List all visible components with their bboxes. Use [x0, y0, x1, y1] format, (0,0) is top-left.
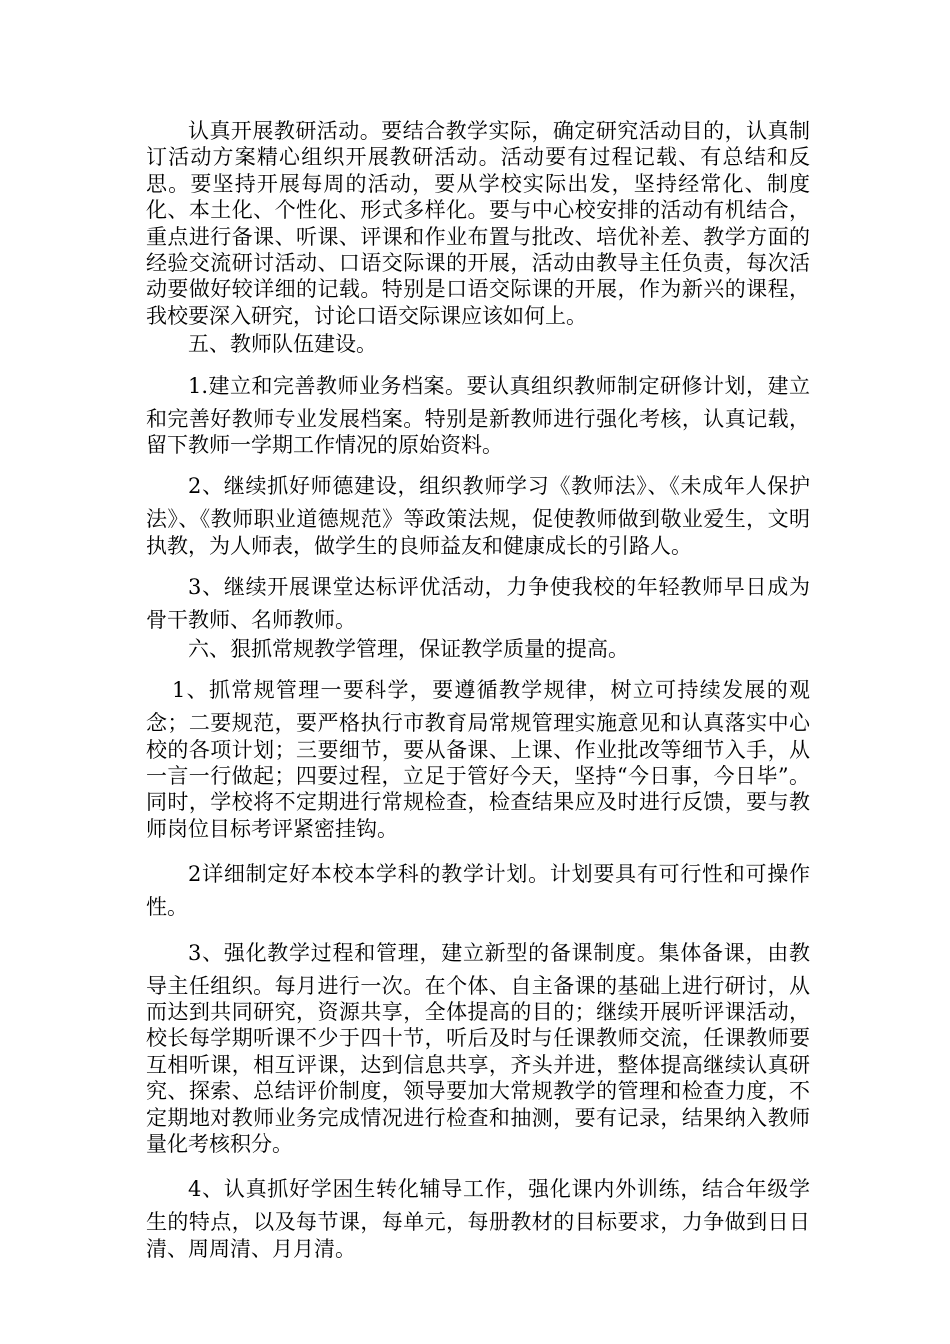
document-page — [146, 118, 810, 1262]
paragraph-teaching-process: 3、强化教学过程和管理，建立新型的备课制度。集体备课，由教导主任组织。每月进行一次。在个体、自主备课的基础上进行研讨，从而达到共同研究，资源共享，全体提高的目的；继续开展听评课活动，校长每学期听课不少于四十节，听后及时与任课教师交流，任课教师要互相听课，相互评课，达到信息共享，齐头并进，整体提高继续认真研究、探索、总结评价制度，领导要加大常规教学的管理和检查力度，不定期地对教师业务完成情况进行检查和抽测，要有记录，结果纳入教师量化考核积分。 — [146, 940, 810, 1156]
paragraph-teacher-archive: 1.建立和完善教师业务档案。要认真组织教师制定研修计划，建立和完善好教师专业发展档案。特别是新教师进行强化考核，认真记载，留下教师一学期工作情况的原始资料。 — [146, 373, 810, 458]
section-heading-teacher-team: 五、教师队伍建设。 — [188, 332, 377, 357]
paragraph-teaching-research: 认真开展教研活动。要结合教学实际，确定研究活动目的，认真制订活动方案精心组织开展教研活动。活动要有过程记载、有总结和反思。要坚持开展每周的活动，要从学校实际出发，坚持经常化、制度化、本土化、个性化、形式多样化。要与中心校安排的活动有机结合，重点进行备课、听课、评课和作业布置与批改、培优补差、教学方面的经验交流研讨活动、口语交际课的开展，活动由教导主任负责，每次活动要做好较详细的记载。特别是口语交际课的开展，作为新兴的课程，我校要深入研究，讨论口语交际课应该如何上。 — [146, 119, 810, 328]
paragraph-classroom-evaluation: 3、继续开展课堂达标评优活动，力争使我校的年轻教师早日成为骨干教师、名师教师。 — [146, 575, 810, 633]
paragraph-teaching-plan: 2详细制定好本校本学科的教学计划。计划要具有可行性和可操作性。 — [146, 862, 810, 920]
section-heading-routine-management: 六、狠抓常规教学管理，保证教学质量的提高。 — [188, 636, 629, 661]
paragraph-teacher-ethics: 2、继续抓好师德建设，组织教师学习《教师法》、《未成年人保护法》、《教师职业道德规范》等政策法规，促使教师做到敬业爱生，文明执教，为人师表，做学生的良师益友和健康成长的引路人。 — [146, 474, 810, 558]
paragraph-routine-management: 1、抓常规管理一要科学，要遵循教学规律，树立可持续发展的观念；二要规范，要严格执行市教育局常规管理实施意见和认真落实中心校的各项计划；三要细节，要从备课、上课、作业批改等细节入手，从一言一行做起；四要过程，立足于管好今天，坚持“今日事，今日毕”。同时，学校将不定期进行常规检查，检查结果应及时进行反馈，要与教师岗位目标考评紧密挂钩。 — [146, 678, 810, 841]
paragraph-struggling-students: 4、认真抓好学困生转化辅导工作，强化课内外训练，结合年级学生的特点，以及每节课，每单元，每册教材的目标要求，力争做到日日清、周周清、月月清。 — [146, 1177, 810, 1261]
